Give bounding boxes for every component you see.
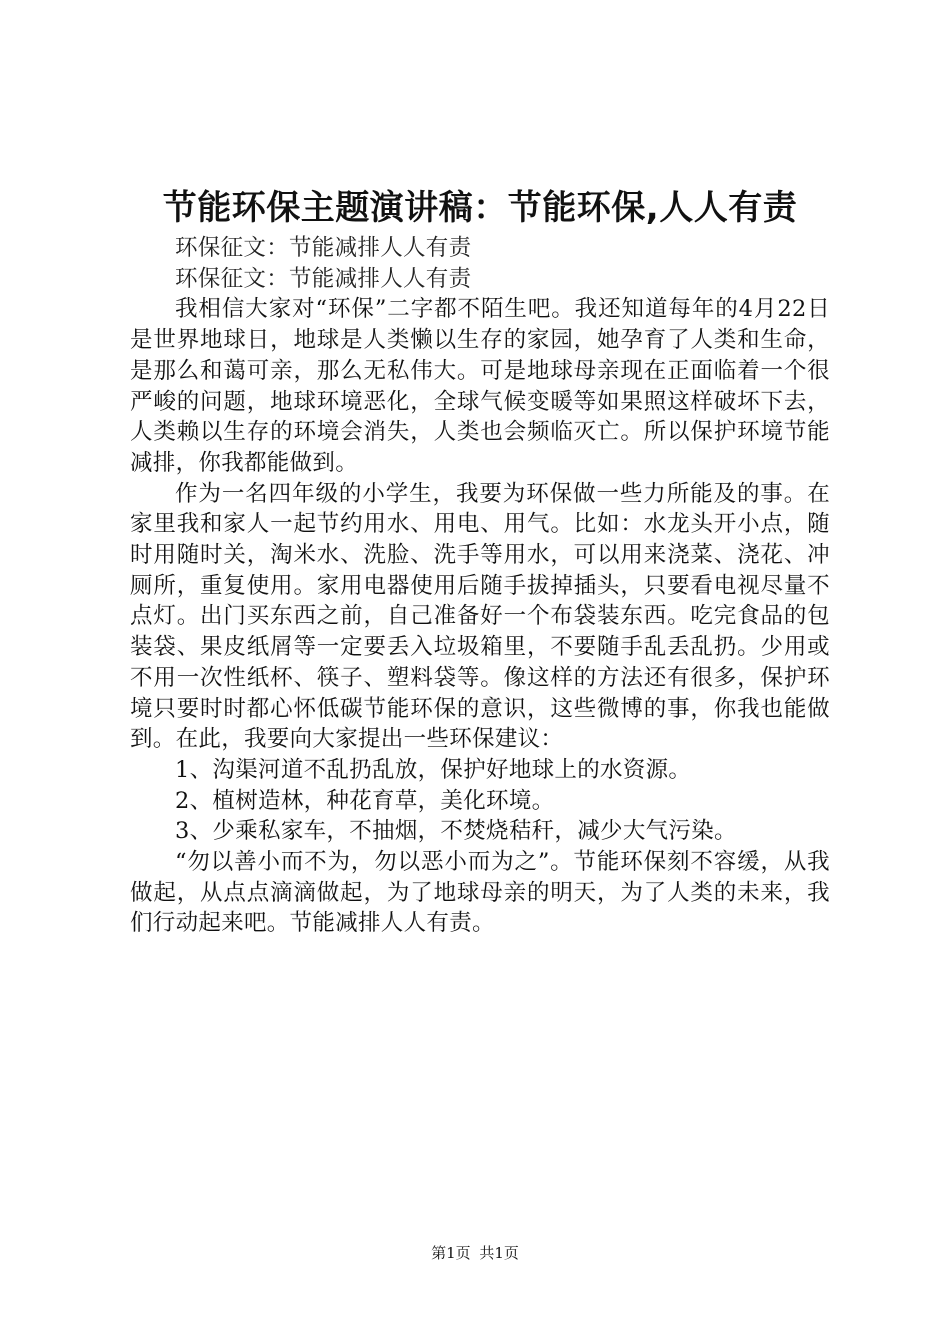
- suggestion-3: 3、少乘私家车，不抽烟，不焚烧秸秆，减少大气污染。: [175, 818, 737, 845]
- page-number: 第1页: [431, 1244, 471, 1262]
- document-title: 节能环保主题演讲稿：节能环保,人人有责: [162, 188, 798, 228]
- paragraph-intro: 我相信大家对“环保”二字都不陌生吧。我还知道每年的4月22日是世界地球日，地球是人类懒以生存的家园，她孕育了人类和生命，是那么和蔼可亲，那么无私伟大。可是地球母亲现在正面临着一个很严峻的问题，地球环境恶化，全球气候变暖等如果照这样破坏下去，人类赖以生存的环境会消失，人类也会频临灭亡。所以保护环境节能减排，你我都能做到。: [130, 296, 830, 476]
- document-body: [130, 185, 830, 939]
- subtitle-1: 环保征文：节能减排人人有责: [175, 235, 472, 261]
- suggestion-2: 2、植树造林，种花育草，美化环境。: [175, 787, 555, 814]
- paragraph-actions: 作为一名四年级的小学生，我要为环保做一些力所能及的事。在家里我和家人一起节约用水、用电、用气。比如：水龙头开小点，随时用随时关，淘米水、洗脸、洗手等用水，可以用来浇菜、浇花、冲厕所，重复使用。家用电器使用后随手拔掉插头，只要看电视尽量不点灯。出门买东西之前，自己准备好一个布袋装东西。吃完食品的包装袋、果皮纸屑等一定要丢入垃圾箱里，不要随手乱丢乱扔。少用或不用一次性纸杯、筷子、塑料袋等。像这样的方法还有很多，保护环境只要时时都心怀低碳节能环保的意识，这些微博的事，你我也能做到。在此，我要向大家提出一些环保建议：: [130, 480, 830, 753]
- subtitle-2: 环保征文：节能减排人人有责: [175, 265, 472, 292]
- page-total: 共1页: [479, 1244, 519, 1262]
- suggestion-1: 1、沟渠河道不乱扔乱放，保护好地球上的水资源。: [175, 756, 692, 783]
- paragraph-conclusion: “勿以善小而不为，勿以恶小而为之”。节能环保刻不容缓，从我做起，从点点滴滴做起，为了地球母亲的明天，为了人类的未来，我们行动起来吧。节能减排人人有责。: [130, 849, 830, 937]
- page-footer: [0, 1243, 950, 1263]
